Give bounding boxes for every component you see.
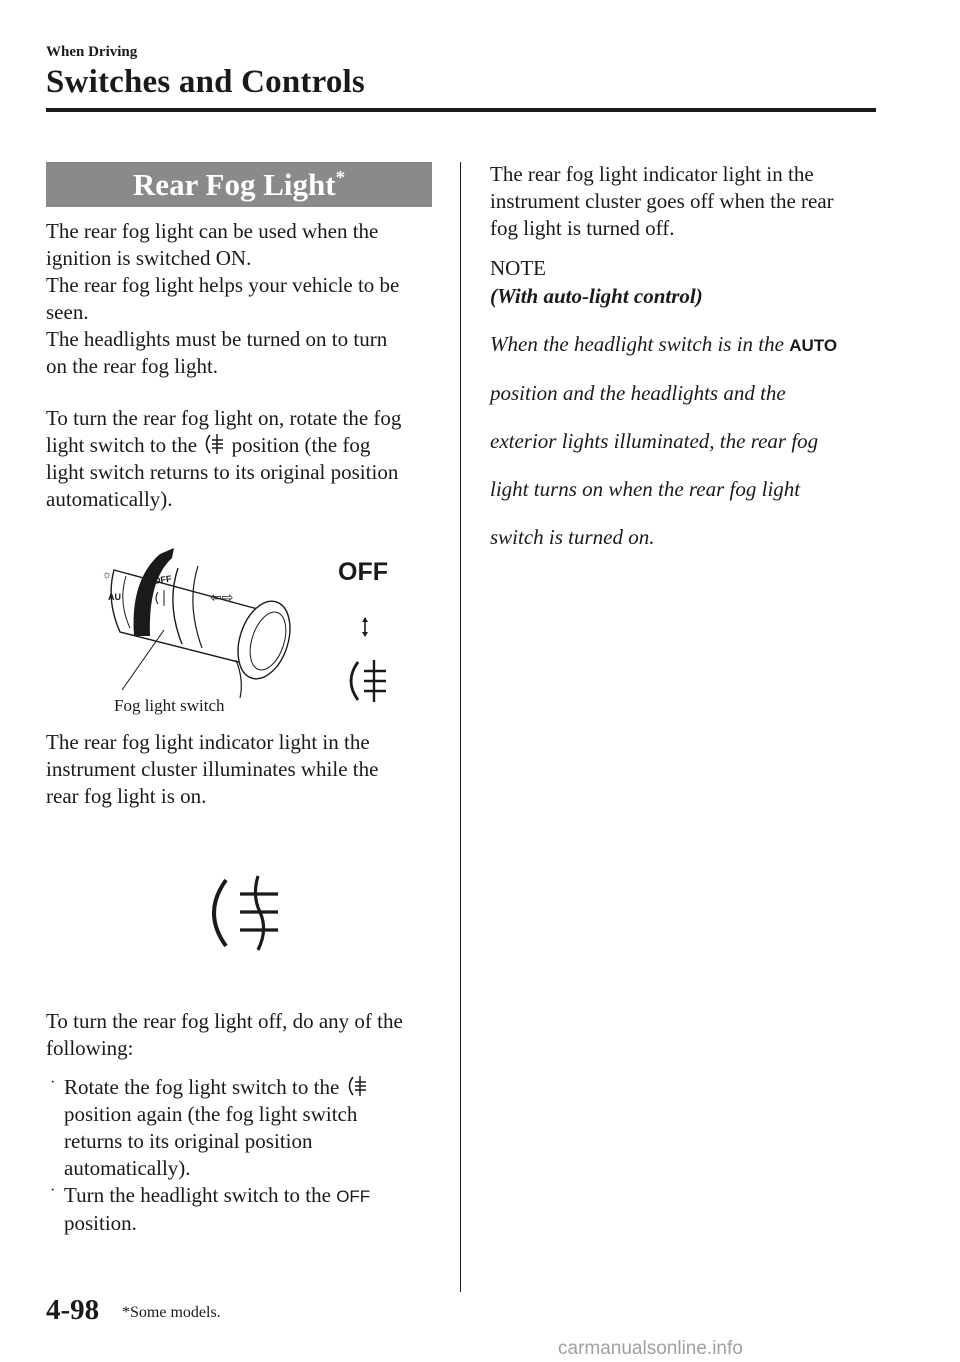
some-models-marker: *	[335, 167, 346, 189]
watermark: carmanualsonline.info	[558, 1338, 743, 1359]
off-inline-label: OFF	[336, 1187, 371, 1206]
turn-on-line: light switch returns to its original position	[46, 460, 399, 484]
svg-text:⇦⇨: ⇦⇨	[210, 590, 234, 606]
intro-paragraph	[46, 218, 446, 380]
bullet-line: returns to its original position	[64, 1129, 313, 1153]
bullet-line	[64, 1182, 446, 1210]
indicator-off-line: instrument cluster goes off when the rear	[490, 189, 834, 213]
turn-off-paragraph	[46, 1008, 446, 1062]
turn-on-line	[46, 432, 446, 459]
rear-fog-symbol-icon	[202, 433, 226, 455]
turn-on-line: automatically).	[46, 487, 173, 511]
indicator-line: The rear fog light indicator light in the	[46, 730, 370, 754]
auto-inline-label: AUTO	[789, 336, 838, 355]
intro-line: The headlights must be turned on to turn	[46, 327, 388, 351]
turn-on-text: light switch to the	[46, 433, 198, 457]
chapter-title: Switches and Controls	[46, 64, 365, 100]
bullet-item	[46, 1074, 446, 1182]
bullet-line: position.	[64, 1211, 137, 1235]
indicator-line: rear fog light is on.	[46, 784, 207, 808]
section-title: Rear Fog Light	[132, 167, 336, 202]
bullet-text: Turn the headlight switch to the	[64, 1183, 331, 1207]
turn-on-paragraph	[46, 405, 446, 513]
turn-on-text: position (the fog	[231, 433, 371, 457]
bullet-line	[64, 1074, 446, 1101]
intro-line: ignition is switched ON.	[46, 246, 252, 270]
indicator-paragraph	[46, 729, 446, 810]
indicator-line: instrument cluster illuminates while the	[46, 757, 379, 781]
switch-off-label: OFF	[152, 573, 173, 586]
indicator-off-line: fog light is turned off.	[490, 216, 675, 240]
turn-off-line: To turn the rear fog light off, do any of the	[46, 1009, 403, 1033]
turn-on-line: To turn the rear fog light on, rotate the fog	[46, 406, 402, 430]
intro-line: The rear fog light helps your vehicle to be	[46, 273, 400, 297]
turn-off-line: following:	[46, 1036, 134, 1060]
intro-line: The rear fog light can be used when the	[46, 219, 379, 243]
bullet-dot: ·	[50, 1182, 56, 1199]
bullet-text: Rotate the fog light switch to the	[64, 1075, 340, 1099]
figure-caption: Fog light switch	[114, 696, 225, 715]
page-number: 4-98	[46, 1294, 100, 1326]
indicator-off-paragraph	[490, 161, 880, 242]
note-line: light turns on when the rear fog light	[490, 477, 801, 501]
header-rule	[46, 108, 876, 112]
note-text: When the headlight switch is in the	[490, 332, 784, 356]
intro-line: on the rear fog light.	[46, 354, 219, 378]
bullet-dot: ·	[50, 1074, 56, 1091]
svg-text:☼: ☼	[102, 569, 113, 581]
bullet-line: automatically).	[64, 1156, 191, 1180]
note-label: NOTE	[490, 256, 546, 280]
note-heading: (With auto-light control)	[490, 284, 703, 308]
note-line: switch is turned on.	[490, 525, 655, 549]
note-block	[490, 254, 890, 572]
rear-fog-position-icon	[342, 658, 392, 704]
note-line: exterior lights illuminated, the rear fog	[490, 429, 819, 453]
note-line	[490, 331, 890, 359]
note-line: position and the headlights and the	[490, 381, 786, 405]
fog-light-switch-figure	[86, 540, 426, 720]
bullet-line: position again (the fog light switch	[64, 1102, 358, 1126]
rear-fog-indicator-icon	[196, 872, 286, 954]
rear-fog-symbol-icon	[345, 1075, 369, 1097]
intro-line: seen.	[46, 300, 89, 324]
footnote: *Some models.	[122, 1304, 221, 1321]
indicator-off-line: The rear fog light indicator light in the	[490, 162, 814, 186]
section-title-banner	[46, 162, 432, 207]
up-down-arrow-icon	[360, 616, 370, 638]
section-label: When Driving	[46, 44, 138, 60]
bullet-item	[46, 1182, 446, 1237]
switch-auto-label: AU	[108, 592, 121, 602]
turn-off-bullets	[46, 1074, 446, 1237]
off-position-label: OFF	[338, 558, 388, 586]
column-divider	[460, 162, 461, 1292]
